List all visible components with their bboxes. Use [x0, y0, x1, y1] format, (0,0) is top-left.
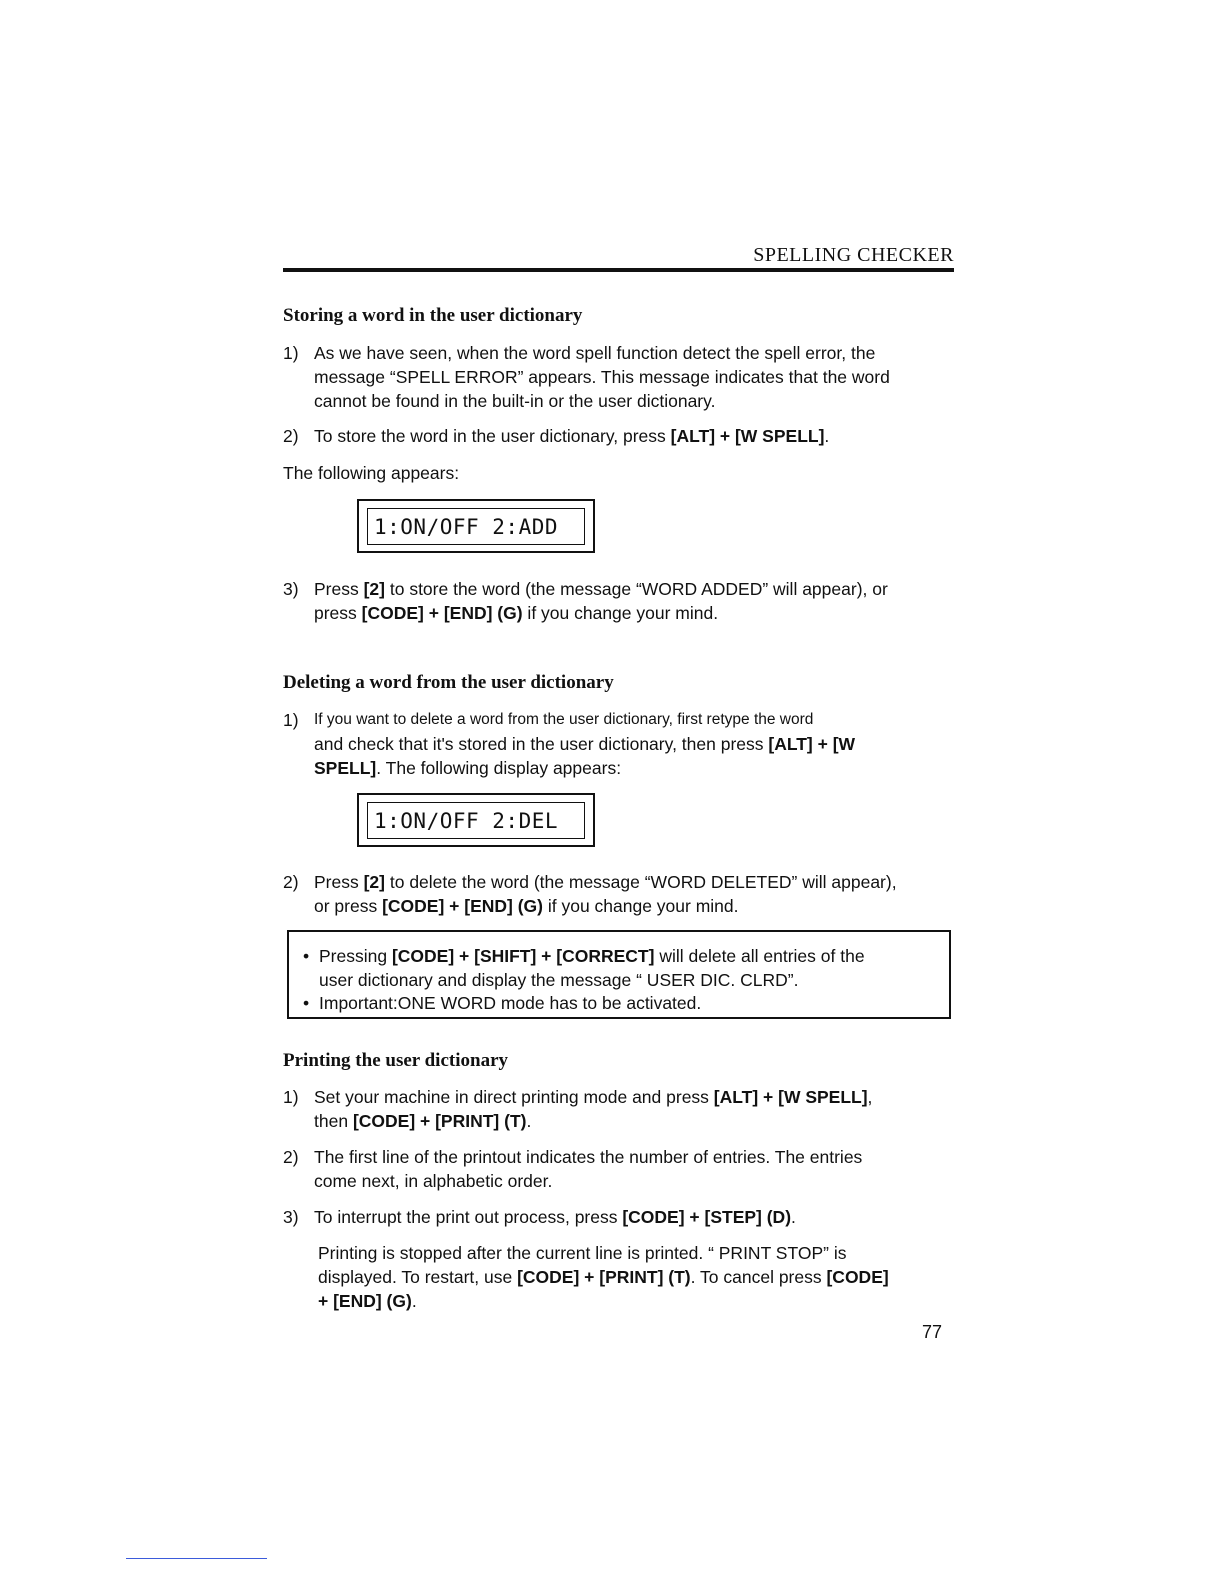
note-item-1-line-2: user dictionary and display the message “ USER DIC. CLRD”.: [319, 970, 799, 990]
step-text: ,: [867, 1087, 873, 1107]
printing-step-2: [283, 1145, 955, 1193]
key-combo: [CODE] + [PRINT] (T): [517, 1267, 691, 1287]
step-text: Press: [314, 872, 364, 892]
step-number: 2): [283, 1147, 299, 1167]
note-item-2: Important:ONE WORD mode has to be activated.: [319, 993, 702, 1013]
key-combo: [CODE] + [END] (G): [361, 603, 523, 623]
step-text: Press: [314, 579, 364, 599]
step-text: to store the word (the message “WORD ADDED” will appear), or: [385, 579, 888, 599]
footer-rule: [126, 1558, 267, 1559]
key-combo: + [END] (G): [318, 1291, 412, 1311]
step-number: 1): [283, 710, 299, 730]
step-text: .: [791, 1207, 796, 1227]
deleting-step-1: [283, 708, 955, 780]
step-number: 1): [283, 343, 299, 363]
bullet-icon: •: [303, 946, 310, 966]
step-number: 1): [283, 1087, 299, 1107]
following-appears-text: The following appears:: [283, 463, 460, 483]
key-combo: [CODE] + [SHIFT] + [CORRECT]: [391, 946, 655, 966]
key-combo: [CODE] + [PRINT] (T): [352, 1111, 527, 1131]
key-combo: [ALT] + [W SPELL]: [670, 426, 825, 446]
lcd-display-del: [357, 793, 595, 847]
page-number: 77: [922, 1322, 943, 1342]
header-rule: [283, 268, 954, 272]
step-text: if you change your mind.: [542, 896, 739, 916]
key-combo: [ALT] + [W: [768, 734, 856, 754]
section-title-deleting: Deleting a word from the user dictionary: [283, 672, 614, 693]
step-text: To store the word in the user dictionary, press: [314, 426, 671, 446]
para-text: .: [411, 1291, 417, 1311]
step-text-line: cannot be found in the built-in or the user dictionary.: [314, 391, 716, 411]
key-combo: [ALT] + [W SPELL]: [713, 1087, 868, 1107]
step-text: .: [526, 1111, 532, 1131]
step-number: 2): [283, 872, 299, 892]
storing-step-1: [283, 341, 955, 413]
step-text: . The following display appears:: [376, 758, 622, 778]
note-text: Pressing: [319, 946, 392, 966]
storing-step-3: [283, 577, 955, 625]
step-number: 3): [283, 1207, 299, 1227]
step-text: press: [314, 603, 362, 623]
step-text: to delete the word (the message “WORD DELETED” will appear),: [385, 872, 897, 892]
note-box: [287, 930, 951, 1019]
running-header: SPELLING CHECKER: [753, 244, 954, 266]
step-text: .: [824, 426, 830, 446]
step-number: 3): [283, 579, 299, 599]
bullet-icon: •: [303, 993, 310, 1013]
note-item-1: [319, 944, 865, 968]
para-text: displayed. To restart, use: [318, 1267, 518, 1287]
key-combo: [CODE] + [STEP] (D): [622, 1207, 792, 1227]
step-text: Set your machine in direct printing mode and press: [314, 1087, 714, 1107]
para-text: . To cancel press: [690, 1267, 827, 1287]
step-text-line: The first line of the printout indicates the number of entries. The entries: [314, 1147, 863, 1167]
lcd-display-add: [357, 499, 595, 553]
printing-step-1: [283, 1085, 955, 1133]
step-text-line: message “SPELL ERROR” appears. This message indicates that the word: [314, 367, 890, 387]
step-text: and check that it's stored in the user dictionary, then press: [314, 734, 769, 754]
section-title-storing: Storing a word in the user dictionary: [283, 305, 583, 326]
printing-step-3: [283, 1205, 955, 1229]
step-text: To interrupt the print out process, press: [314, 1207, 623, 1227]
step-text: if you change your mind.: [522, 603, 719, 623]
step-text: then: [314, 1111, 353, 1131]
key-combo: SPELL]: [314, 758, 377, 778]
print-stop-paragraph: [318, 1241, 954, 1313]
step-text-line: come next, in alphabetic order.: [314, 1171, 553, 1191]
key-combo: [2]: [363, 579, 385, 599]
deleting-step-2: [283, 870, 955, 918]
storing-step-2: [283, 424, 955, 448]
step-text: or press: [314, 896, 383, 916]
step-number: 2): [283, 426, 299, 446]
step-text-line: If you want to delete a word from the user dictionary, first retype the word: [314, 711, 814, 728]
section-title-printing: Printing the user dictionary: [283, 1050, 509, 1071]
key-combo: [CODE] + [END] (G): [382, 896, 543, 916]
note-text: will delete all entries of the: [654, 946, 865, 966]
lcd-text: 1:ON∕OFF 2:ADD: [367, 508, 585, 545]
lcd-text: 1:ON∕OFF 2:DEL: [367, 802, 585, 839]
para-line: Printing is stopped after the current line is printed. “ PRINT STOP” is: [318, 1243, 847, 1263]
step-text-line: As we have seen, when the word spell function detect the spell error, the: [314, 343, 876, 363]
key-combo: [2]: [363, 872, 385, 892]
key-combo: [CODE]: [826, 1267, 889, 1287]
